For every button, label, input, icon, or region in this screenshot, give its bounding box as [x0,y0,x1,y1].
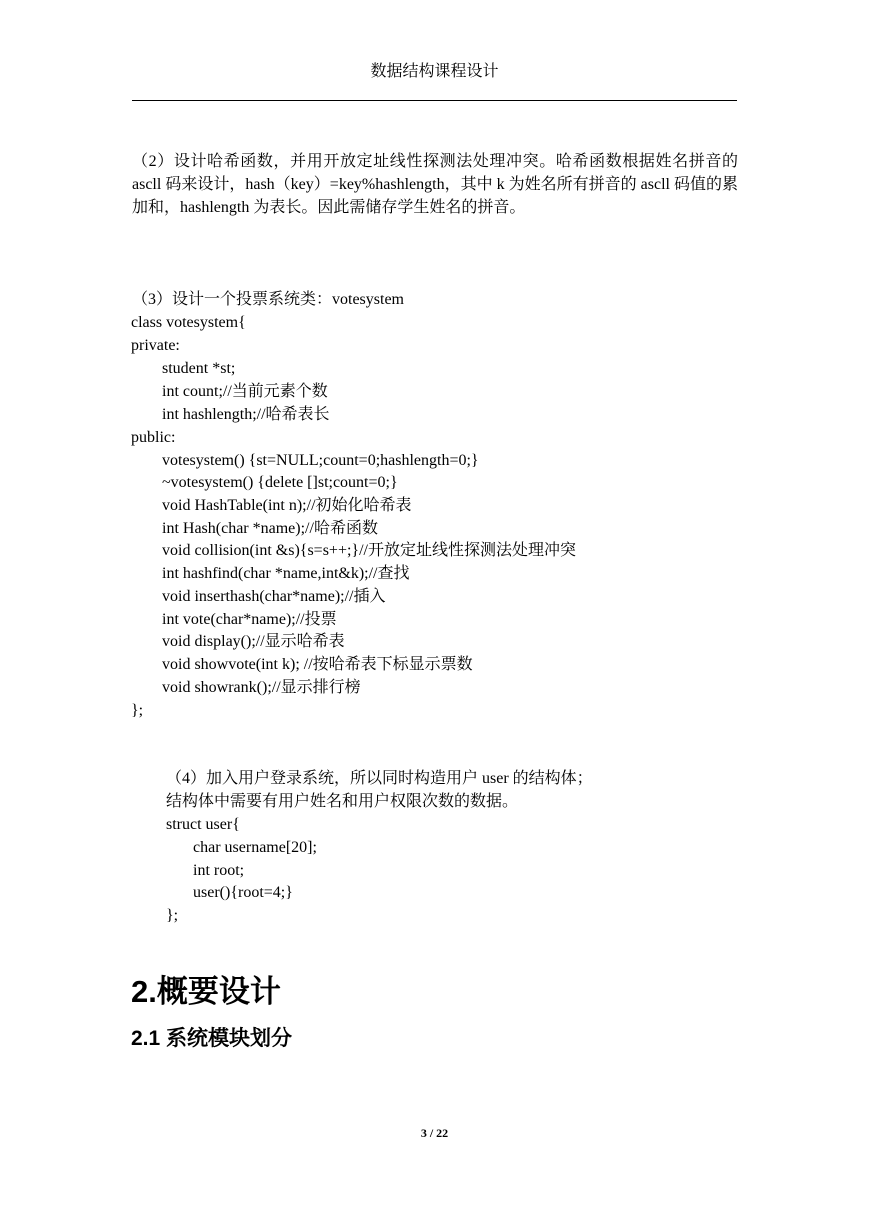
code-line: void collision(int &s){s=s++;}//开放定址线性探测法处理冲突 [162,542,576,559]
code-line: class votesystem{ [131,314,246,331]
code-line: }; [131,702,144,719]
code-line: void display();//显示哈希表 [162,633,345,650]
page-header-title: 数据结构课程设计 [370,63,499,80]
code-line: char username[20]; [193,839,317,856]
heading-overview-design: 2.概要设计 [131,974,281,1009]
code-line: int count;//当前元素个数 [162,383,328,400]
page-number: 3 / 22 [420,1126,449,1140]
code-line: student *st; [162,360,236,377]
code-line: ~votesystem() {delete []st;count=0;} [162,474,398,491]
paragraph-user-login: （4）加入用户登录系统，所以同时构造用户 user 的结构体； [166,770,593,787]
code-line: void inserthash(char*name);//插入 [162,588,386,605]
paragraph-hash-function: （2）设计哈希函数，并用开放定址线性探测法处理冲突。哈希函数根据姓名拼音的 ascll 码来设计，hash（key）=key%hashlength，其中 k 为姓名所有拼音的 ascll 码值的累加和，hashlength 为表长。因此需储存学生姓名的拼音。 [132,153,738,216]
code-line: void HashTable(int n);//初始化哈希表 [162,497,412,514]
code-line: int vote(char*name);//投票 [162,611,337,628]
code-line: void showrank();//显示排行榜 [162,679,361,696]
code-line: struct user{ [166,816,240,833]
heading-module-division: 2.1 系统模块划分 [131,1027,293,1050]
code-line: int hashlength;//哈希表长 [162,406,330,423]
code-line: int hashfind(char *name,int&k);//查找 [162,565,410,582]
header-divider [132,100,737,101]
paragraph-votesystem-intro: （3）设计一个投票系统类：votesystem [132,291,404,308]
code-line: int root; [193,862,245,879]
code-line: int Hash(char *name);//哈希函数 [162,520,378,537]
code-line: }; [166,907,179,924]
code-line: user(){root=4;} [193,884,293,901]
code-line: private: [131,337,180,354]
code-line: public: [131,429,176,446]
code-line: votesystem() {st=NULL;count=0;hashlength=0;} [162,452,479,469]
code-line: void showvote(int k); //按哈希表下标显示票数 [162,656,473,673]
paragraph-user-struct-desc: 结构体中需要有用户姓名和用户权限次数的数据。 [166,793,519,810]
